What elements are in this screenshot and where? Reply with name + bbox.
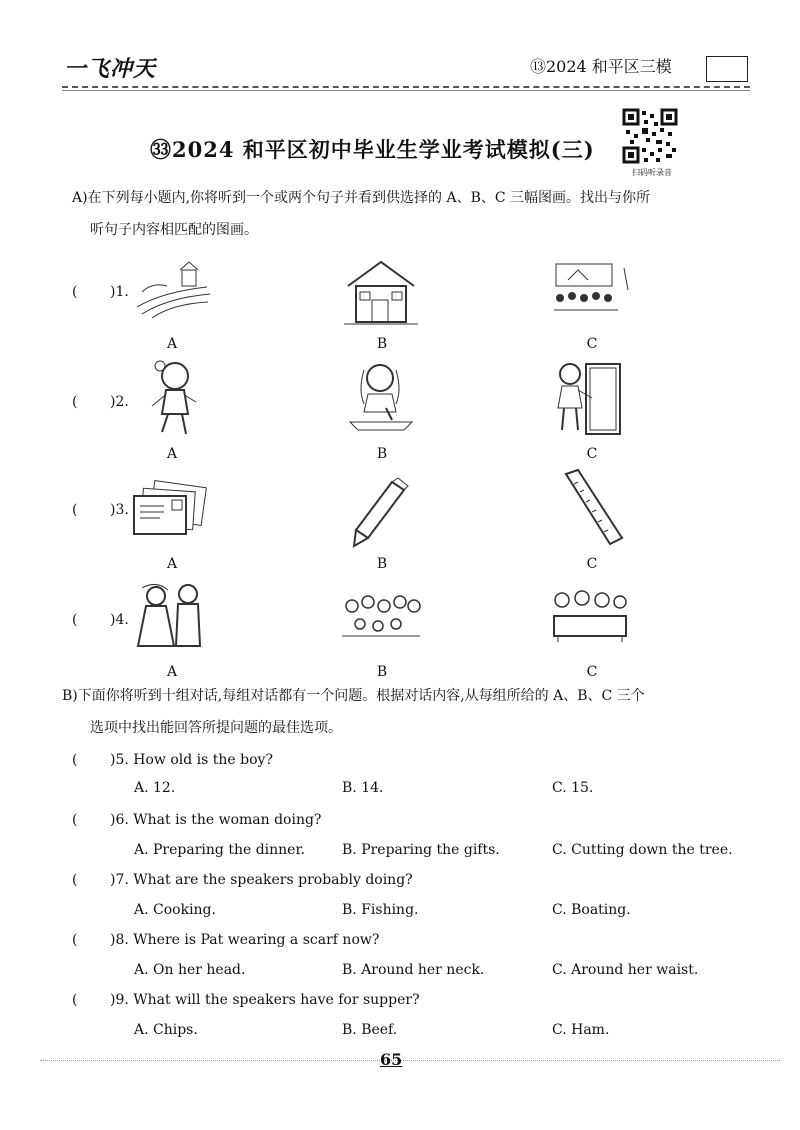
option-b[interactable]: B. Fishing.	[342, 902, 419, 918]
option-b[interactable]: B. Beef.	[342, 1022, 398, 1038]
answer-paren[interactable]: (	[72, 992, 78, 1008]
question-text: )7. What are the speakers probably doing?	[110, 872, 413, 888]
question-number: )1.	[110, 284, 129, 300]
option-label-b: B	[376, 336, 388, 352]
option-b[interactable]: B. 14.	[342, 780, 384, 796]
header-corner-box	[706, 56, 748, 82]
option-b[interactable]: B. Preparing the gifts.	[342, 842, 500, 858]
farm-field-picture[interactable]	[132, 262, 212, 320]
classroom-audience-picture[interactable]	[548, 260, 634, 322]
girl-standing-picture[interactable]	[146, 358, 204, 438]
header-divider-line	[62, 90, 750, 91]
postcards-picture[interactable]	[130, 480, 210, 540]
option-label-c: C	[586, 336, 598, 352]
option-label-b: B	[376, 556, 388, 572]
house-picture[interactable]	[342, 256, 420, 326]
option-label-c: C	[586, 664, 598, 680]
footer-divider	[40, 1060, 780, 1061]
option-c[interactable]: C. Boating.	[552, 902, 631, 918]
option-label-c: C	[586, 556, 598, 572]
girl-writing-picture[interactable]	[346, 360, 416, 436]
answer-paren[interactable]: (	[72, 752, 78, 768]
option-label-a: A	[166, 446, 178, 462]
answer-paren[interactable]: (	[72, 932, 78, 948]
answer-paren[interactable]: (	[72, 394, 78, 410]
option-label-a: A	[166, 336, 178, 352]
answer-paren[interactable]: (	[72, 812, 78, 828]
section-b-instruction-2: 选项中找出能回答所提问题的最佳选项。	[90, 720, 342, 736]
page-number: 65	[380, 1050, 403, 1069]
children-group-picture[interactable]	[338, 592, 424, 644]
option-c[interactable]: C. 15.	[552, 780, 594, 796]
answer-paren[interactable]: (	[72, 502, 78, 518]
option-label-a: A	[166, 664, 178, 680]
question-text: )6. What is the woman doing?	[110, 812, 322, 828]
option-a[interactable]: A. Chips.	[134, 1022, 198, 1038]
question-number: )2.	[110, 394, 129, 410]
question-number: )3.	[110, 502, 129, 518]
option-c[interactable]: C. Around her waist.	[552, 962, 699, 978]
question-number: )4.	[110, 612, 129, 628]
header-exam-label: ⑬2024 和平区三模	[530, 57, 672, 76]
answer-paren[interactable]: (	[72, 612, 78, 628]
qr-caption: 扫码听录音	[632, 168, 672, 177]
section-a-instruction-1: A)在下列每小题内,你将听到一个或两个句子并看到供选择的 A、B、C 三幅图画。找出与你所	[72, 190, 651, 206]
ruler-picture[interactable]	[556, 470, 626, 550]
option-a[interactable]: A. On her head.	[134, 962, 246, 978]
option-label-b: B	[376, 446, 388, 462]
answer-paren[interactable]: (	[72, 872, 78, 888]
question-text: )9. What will the speakers have for supper?	[110, 992, 420, 1008]
option-label-b: B	[376, 664, 388, 680]
header-divider	[62, 86, 750, 88]
pencil-picture[interactable]	[352, 476, 410, 548]
option-label-c: C	[586, 446, 598, 462]
girl-at-door-picture[interactable]	[552, 358, 626, 438]
section-a-instruction-2: 听句子内容相匹配的图画。	[90, 222, 258, 238]
option-c[interactable]: C. Cutting down the tree.	[552, 842, 733, 858]
section-b-instruction-1: B)下面你将听到十组对话,每组对话都有一个问题。根据对话内容,从每组所给的 A、B、C 三个	[62, 688, 645, 704]
qr-code-icon[interactable]	[622, 108, 678, 164]
option-a[interactable]: A. Cooking.	[134, 902, 216, 918]
brand-logo: 一飞冲天	[64, 57, 157, 82]
answer-paren[interactable]: (	[72, 284, 78, 300]
option-label-a: A	[166, 556, 178, 572]
question-text: )8. Where is Pat wearing a scarf now?	[110, 932, 380, 948]
wedding-couple-picture[interactable]	[132, 582, 212, 652]
family-dinner-picture[interactable]	[548, 588, 632, 644]
option-a[interactable]: A. Preparing the dinner.	[134, 842, 306, 858]
option-b[interactable]: B. Around her neck.	[342, 962, 485, 978]
question-text: )5. How old is the boy?	[110, 752, 273, 768]
option-a[interactable]: A. 12.	[134, 780, 176, 796]
page-title: ㉝2024 和平区初中毕业生学业考试模拟(三)	[150, 137, 595, 162]
option-c[interactable]: C. Ham.	[552, 1022, 610, 1038]
